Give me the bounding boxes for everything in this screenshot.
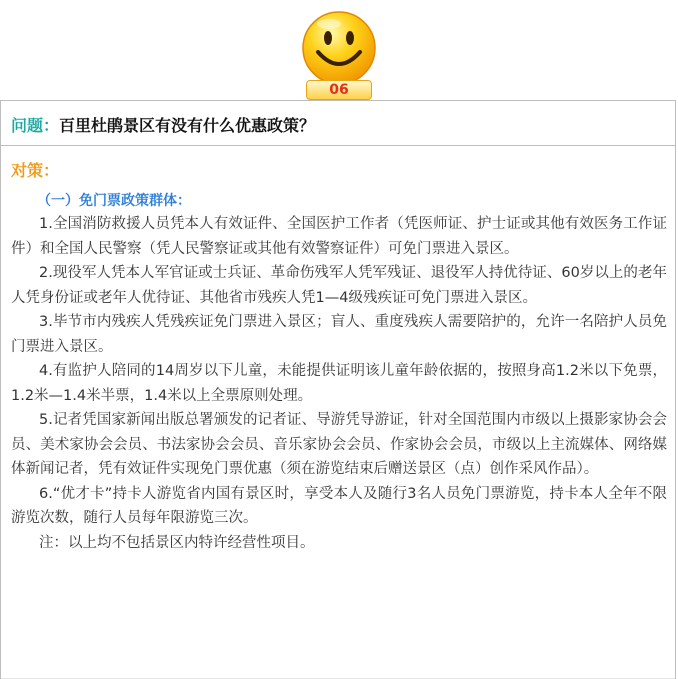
policy-paragraph: 5.记者凭国家新闻出版总署颁发的记者证、导游凭导游证，针对全国范围内市级以上摄影家协会会员、美术家协会会员、书法家协会会员、音乐家协会会员、作家协会会员，市级以上主流媒体、网络媒体新闻记者，凭有效证件实现免门票优惠（须在游览结束后赠送景区（点）创作采风作品）。 — [11, 412, 667, 477]
smiley-face-icon — [299, 10, 379, 90]
badge-number: 06 — [306, 80, 372, 100]
section-heading: （一）免门票政策群体： — [37, 193, 191, 209]
question-text: 百里杜鹃景区有没有什么优惠政策？ — [59, 116, 316, 135]
number-badge — [299, 10, 379, 96]
policy-paragraph: 2.现役军人凭本人军官证或士兵证、革命伤残军人凭军残证、退役军人持优待证、60岁以上的老年人凭身份证或老年人优待证、其他省市残疾人凭1—4级残疾证可免门票进入景区。 — [11, 265, 667, 306]
policy-paragraph: 6.“优才卡”持卡人游览省内国有景区时，享受本人及随行3名人员免门票游览，持卡本人全年不限游览次数，随行人员每年限游览三次。 — [11, 485, 667, 526]
policy-paragraph: 1.全国消防救援人员凭本人有效证件、全国医护工作者（凭医师证、护士证或其他有效医务工作证件）和全国人民警察（凭人民警察证或其他有效警察证件）可免门票进入景区。 — [11, 216, 667, 257]
policy-note: 注：以上均不包括景区内特许经营性项目。 — [39, 534, 315, 551]
question-colon: ： — [43, 116, 60, 135]
policy-list — [11, 212, 667, 555]
question-label: 问题 — [11, 116, 44, 135]
policy-paragraph: 4.有监护人陪同的14周岁以下儿童，未能提供证明该儿童年龄依据的，按照身高1.2米以下免票，1.2米—1.4米半票，1.4米以上全票原则处理。 — [11, 363, 667, 404]
policy-paragraph: 3.毕节市内残疾人凭残疾证免门票进入景区；盲人、重度残疾人需要陪护的，允许一名陪护人员免门票进入景区。 — [11, 314, 667, 355]
question-panel — [0, 100, 676, 146]
answer-panel — [0, 146, 676, 679]
question-line — [11, 113, 315, 136]
answer-label: 对策： — [11, 161, 60, 180]
